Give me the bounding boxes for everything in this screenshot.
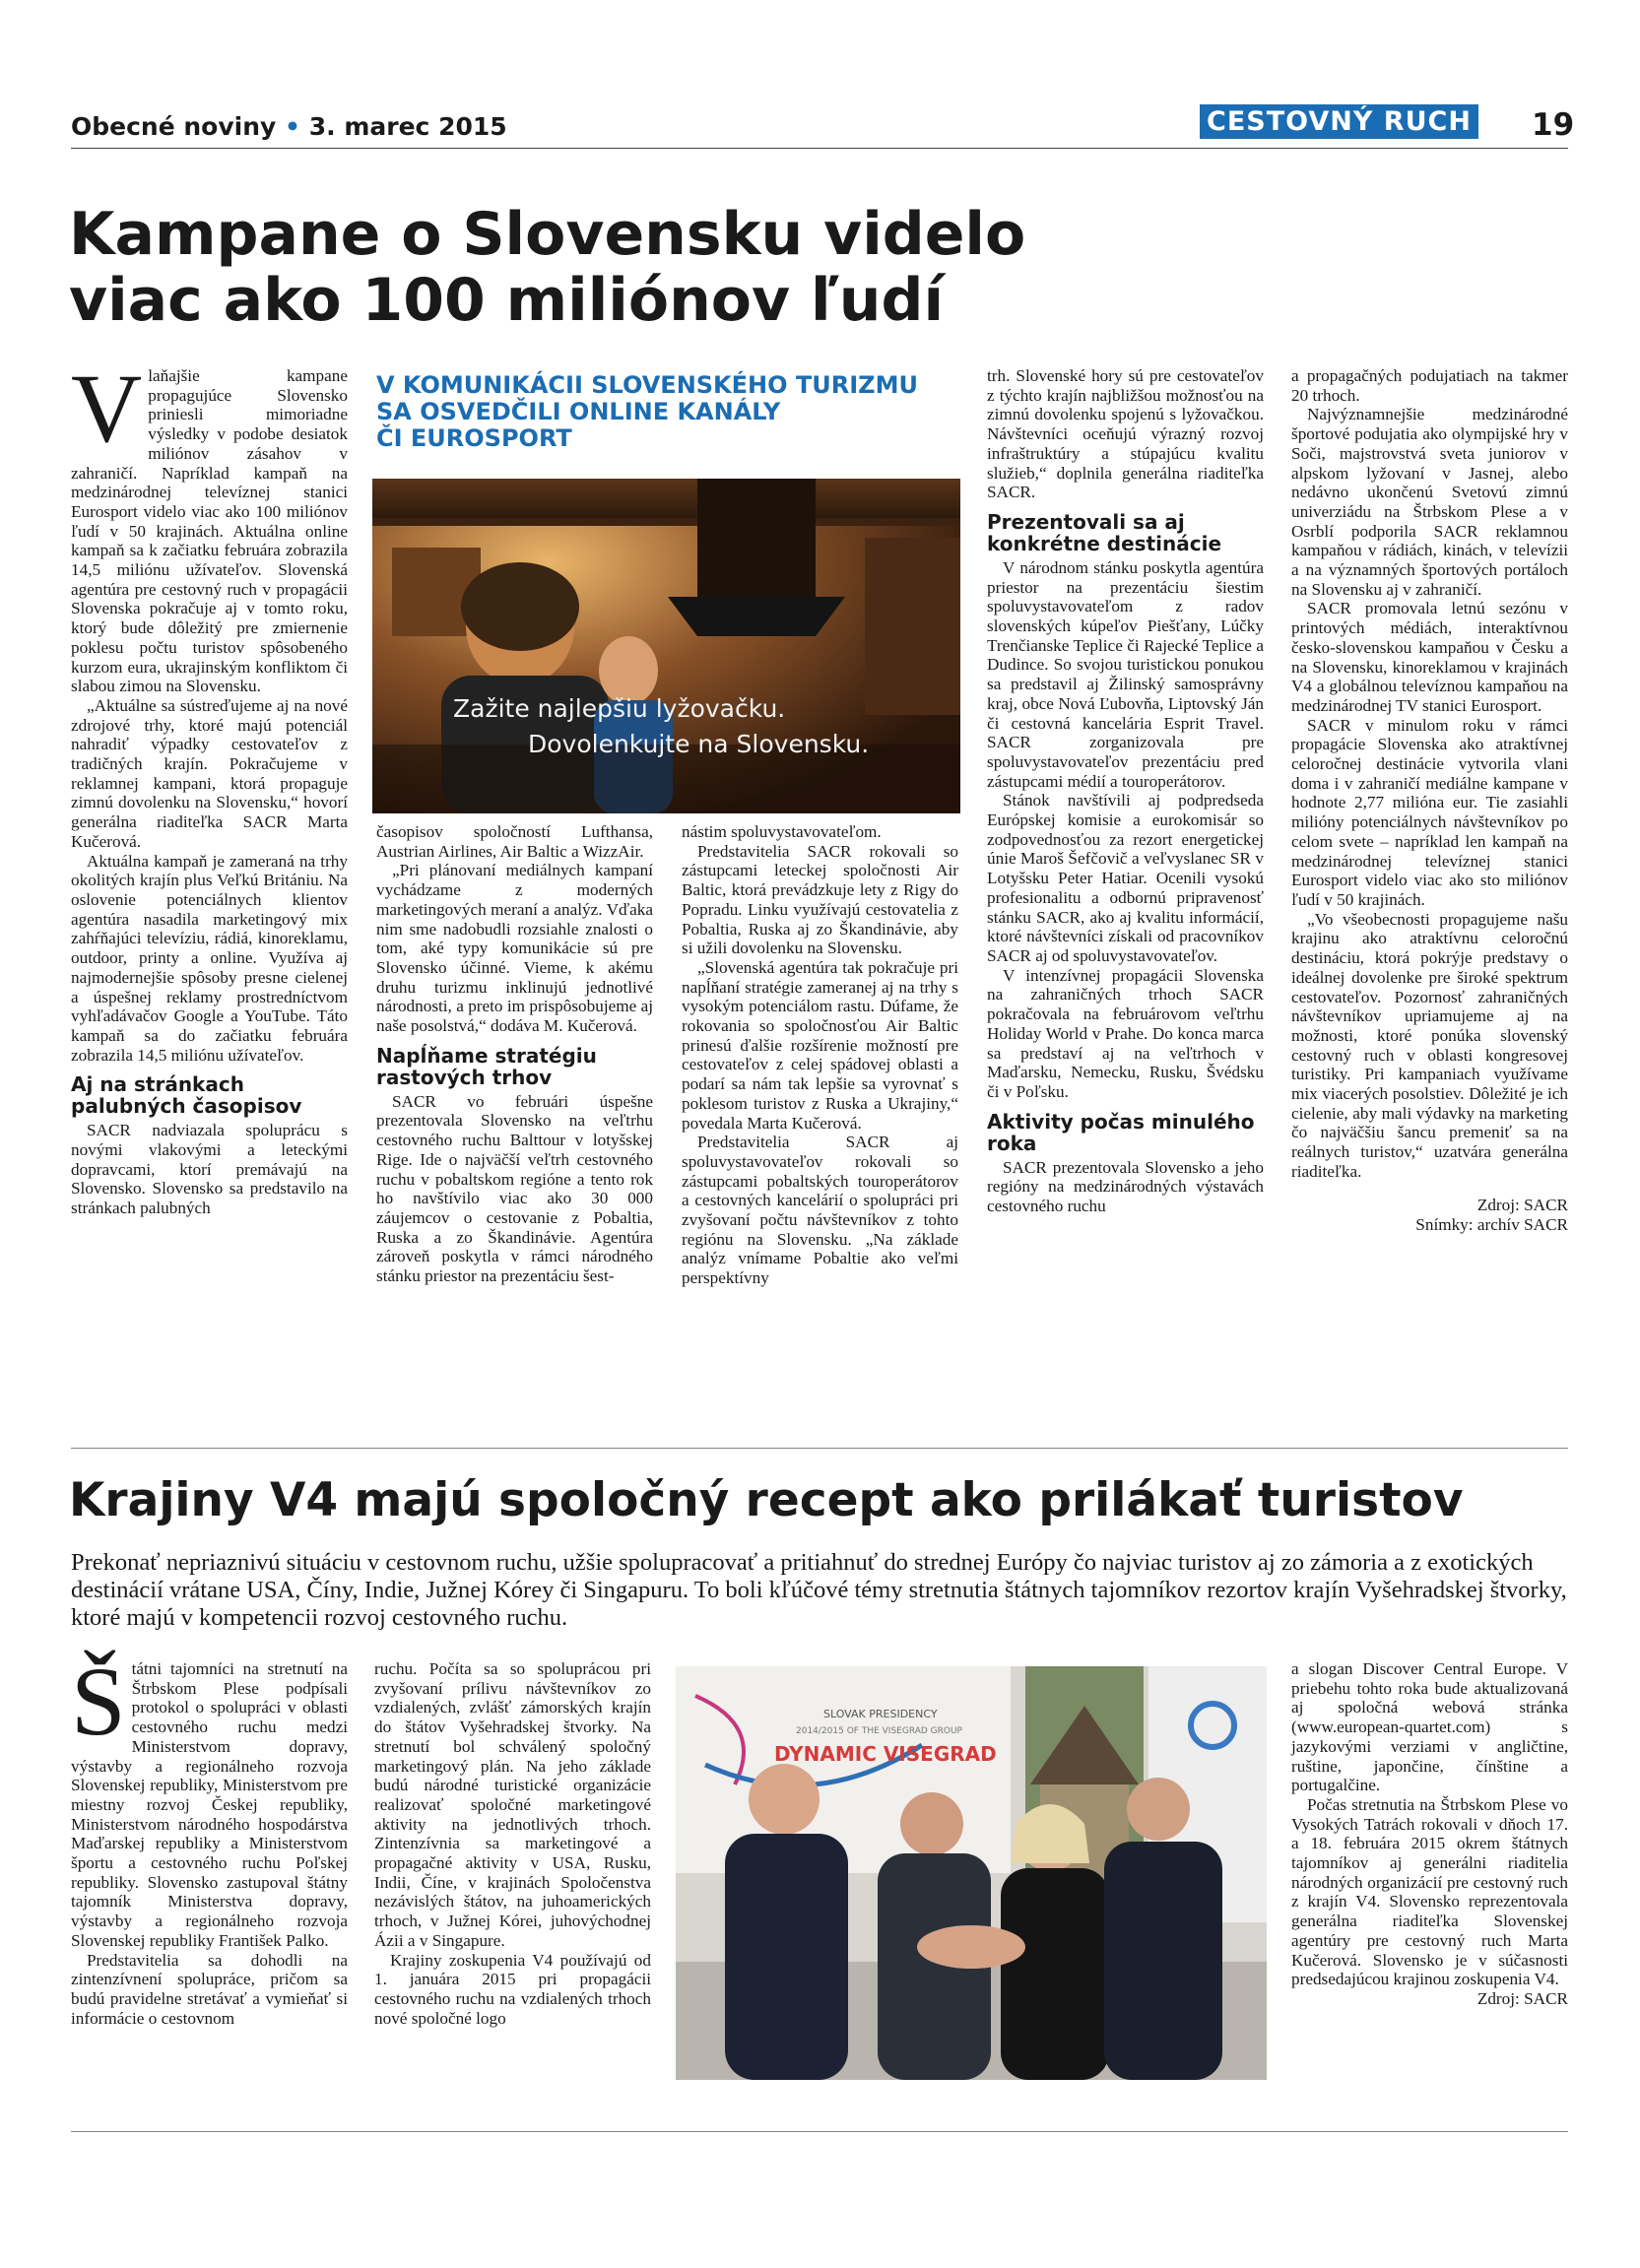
crosshead: Prezentovali sa aj konkrétne destinácie: [987, 509, 1222, 555]
paragraph: „Slovenská agentúra tak pokračuje pri napĺňaní stratégie zameranej aj na trhy s vysokým potenciálom rastu. Dúfame, že rokovania so spoločnosťou Air Baltic prinesú ďalšie rozšírenie možností pre cestovateľov z celej spádovej oblasti a podarí sa nám tak lepšie sa vyrovnať s poklesom turistov z Ruska a Ukrajiny,“ povedala Marta Kučerová.: [682, 957, 958, 1133]
article1-column-4: [987, 366, 1264, 1216]
banner-text-2: 2014/2015 OF THE VISEGRAD GROUP: [796, 1726, 962, 1736]
article1-column-1: [71, 354, 348, 1218]
article2-column-5: [1291, 1659, 1568, 2009]
ski-lodge-photo: [372, 479, 960, 813]
article1-column-2: [376, 822, 653, 1286]
paragraph: V národnom stánku poskytla agentúra priestor na prezentáciu šiestim spoluvystavovateľom z radov slovenských kúpeľov Piešťany, Lúčky Trenčianske Teplice či Rajecké Teplice a Dudince. So svojou turistickou ponukou sa predstavil aj Žilinský samosprávny kraj, obce Nová Ľubovňa, Liptovský Ján či cestovná kancelária Esprit Travel. SACR zorganizovala pre spoluvystavovateľov prezentáciu pred zástupcami médií a touroperátorov.: [987, 557, 1264, 791]
photo-credit: Snímky: archív SACR: [1415, 1214, 1568, 1234]
crosshead: Aktivity počas minulého roka: [987, 1109, 1255, 1155]
paragraph: trh. Slovenské hory sú pre cestovateľov z týchto krajín najbližšou možnosťou na zimnú dovolenku spojenú s lyžovačkou. Návštevníci oceňujú výrazný rozvoj infraštruktúry a stúpajúcu kvalitu služieb,“ doplnila generálna riaditeľka SACR.: [987, 366, 1264, 502]
photo-caption-1: Zažite najlepšiu lyžovačku.: [453, 694, 786, 723]
paragraph: SACR nadviazala spoluprácu s novými vlakovými a leteckými dopravcami, ktorí premávajú na Slovensko. Slovensko sa predstavilo na stránkach palubných: [71, 1121, 348, 1218]
paragraph: Predstavitelia SACR rokovali so zástupcami leteckej spoločnosti Air Baltic, ktorá prevádzkuje lety z Rigy do Popradu. Linku využívajú cestovatelia z Pobaltia, Ruska aj zo Škandinávie, aby si užili dovolenku na Slovensku.: [682, 841, 958, 958]
paragraph: Počas stretnutia na Štrbskom Plese vo Vysokých Tatrách rokovali v dňoch 17. a 18. februára 2015 okrem štátnych tajomníkov aj generálni riaditelia národných organizácií pre cestovný ruch z krajín V4. Slovensko reprezentovala generálna riaditeľka Slovenskej agentúry pre cestovný ruch Marta Kučerová. Slovensko je v súčasnosti predsedajúcou krajinou zoskupenia V4.: [1291, 1794, 1568, 1989]
paragraph: časopisov spoločností Lufthansa, Austrian Airlines, Air Baltic a WizzAir.: [376, 822, 653, 861]
photo-caption-2: Dovolenkujte na Slovensku.: [528, 730, 870, 758]
paragraph: SACR prezentovala Slovensko a jeho regióny na medzinárodných výstavách cestovného ruchu: [987, 1157, 1264, 1216]
article1-subheadline: [376, 372, 967, 452]
paragraph: „Pri plánovaní mediálnych kampaní vychádzame z moderných marketingových meraní a analýz. Vďaka nim sme nadobudli rozsiahle znalosti o tom, aké typy komunikácie sú pre Slovensko účinné. Vieme, k akému druhu turizmu inklinujú jednotlivé národnosti, a preto im prispôsobujeme aj naše posolstvá,“ dodáva M. Kučerová.: [376, 861, 653, 1036]
headline-line-2: viac ako 100 miliónov ľudí: [69, 266, 945, 335]
banner-text-3: DYNAMIC VISEGRAD: [774, 1742, 997, 1766]
paper-name: Obecné noviny: [71, 112, 277, 141]
paragraph: Stánok navštívili aj podpredseda Európskej komisie a eurokomisár so zodpovednosťou za rezort energetickej únie Maroš Šefčovič a veľvyslanec SR v Lotyšsku Peter Hatiar. Ocenili vysokú profesionalitu a odbornú pripravenosť stánku SACR, ako aj kvalitu informácií, ktoré návštevníci získali od pracovníkov SACR aj od spoluvystavovateľov.: [987, 791, 1264, 965]
section-label: CESTOVNÝ RUCH: [1200, 104, 1478, 139]
paragraph: Aktuálna kampaň je zameraná na trhy okolitých krajín plus Veľkú Britániu. Na oslovenie potenciálnych klientov agentúra nasadila marketingový mix zahŕňajúci televíziu, rádiá, kinoreklamu, outdoor, printy a online. Využíva aj najmodernejšie spôsoby presne cielenej a úspešnej reklamy prostredníctvom vyhľadávačov Google a YouTube. Táto kampaň sa do začiatku februára zobrazila 14,5 miliónu užívateľov.: [71, 851, 348, 1065]
source-credit: Zdroj: SACR: [1476, 1195, 1568, 1214]
article2-lead: Prekonať nepriaznivú situáciu v cestovnom ruchu, užšie spolupracovať a pritiahnuť do strednej Európy čo najviac turistov aj zo zámoria a z exotických destinácií vrátane USA, Číny, Indie, Južnej Kórey či Singapuru. To boli kľúčové témy stretnutia štátnych tajomníkov rezortov krajín Vyšehradskej štvorky, ktoré majú v kompetencii rozvoj cestovného ruchu.: [71, 1549, 1567, 1631]
article1-headline: [69, 202, 1596, 334]
article1-column-3: [682, 822, 958, 1288]
crosshead: Napĺňame stratégiu rastových trhov: [376, 1043, 597, 1089]
paragraph: laňajšie kampane propagujúce Slovensko priniesli mimoriadne výsledky v podobe desiatok miliónov zásahov v zahraničí. Napríklad kampaň na medzinárodnej televíznej stanici Eurosport videlo viac ako 100 miliónov ľudí v 50 krajinách. Aktuálna online kampaň sa k začiatku februára zobrazila 14,5 miliónu užívateľov. Slovenská agentúra pre cestovný ruch v propagácii Slovenska pokračuje aj v tomto roku, ktorý bude dôležitý pre zmiernenie poklesu počtu turistov spôsobeného kurzom eura, ukrajinským konfliktom či slabou zimou na Slovensku.: [71, 366, 348, 696]
headline-line-1: Kampane o Slovensku videlo: [69, 200, 1026, 269]
article2-headline: Krajiny V4 majú spoločný recept ako prilákať turistov: [69, 1473, 1464, 1527]
article1-column-5: [1291, 366, 1568, 1235]
paragraph: SACR promovala letnú sezónu v printových médiách, interaktívnou česko-slovenskou kampaňou v Česku a na Slovensku, kinoreklamou v krajinách V4 a globálnou televíznou kampaňou na medzinárodnej TV stanici Eurosport.: [1291, 599, 1568, 715]
drop-cap: V: [71, 354, 143, 463]
ministers-handshake-photo: [676, 1666, 1267, 2080]
crosshead: Aj na stránkach palubných časopisov: [71, 1072, 302, 1119]
header-rule: [71, 148, 1568, 149]
paragraph: tátni tajomníci na stretnutí na Štrbskom Plese podpísali protokol o spolupráci v oblasti cestovného ruchu medzi Ministerstvom dopravy, výstavby a regionálneho rozvoja Slovenskej republiky, Ministerstvom pre miestny rozvoj Českej republiky, Ministerstvom národného hospodárstva Maďarskej republiky a Ministerstvom športu a cestovného ruchu Poľskej republiky. Slovensko zastupoval štátny tajomník Ministerstva dopravy, výstavby a regionálneho rozvoja Slovenskej republiky František Palko.: [71, 1659, 348, 1950]
source-credit: Zdroj: SACR: [1476, 1988, 1568, 2008]
subheadline-line: SA OSVEDČILI ONLINE KANÁLY: [376, 398, 781, 425]
subheadline-line: ČI EUROSPORT: [376, 424, 572, 452]
paragraph: V intenzívnej propagácii Slovenska na zahraničných trhoch SACR pokračovala na februárovom veľtrhu Holiday World v Prahe. Do konca marca sa predstaví aj na veľtrhoch v Maďarsku, Nemecku, Rusku, Švédsku či v Poľsku.: [987, 965, 1264, 1101]
drop-cap: Š: [71, 1647, 126, 1756]
bottom-rule: [71, 2131, 1568, 2132]
masthead: [71, 112, 507, 141]
subheadline-line: V KOMUNIKÁCII SLOVENSKÉHO TURIZMU: [376, 371, 918, 399]
article-divider: [71, 1448, 1568, 1449]
article2-column-1: [71, 1647, 348, 2028]
paragraph: Krajiny zoskupenia V4 používajú od 1. januára 2015 pri propagácii cestovného ruchu na vzdialených trhoch nové spoločné logo: [374, 1950, 651, 2028]
banner-text-1: SLOVAK PRESIDENCY: [823, 1708, 938, 1720]
paragraph: SACR v minulom roku v rámci propagácie Slovenska ako atraktívnej celoročnej destinácie vytvorila vlani doma i v zahraničí mediálne kampane v hodnote 2,77 milióna eur. Tie zasiahli milióny potenciálnych návštevníkov po celom svete – napríklad len kampaň na medzinárodnej televíznej stanici Eurosport videlo viac ako sto miliónov ľudí v 50 krajinách.: [1291, 715, 1568, 909]
paragraph: „Vo všeobecnosti propagujeme našu krajinu ako atraktívnu celoročnú destináciu, ktorá pokrýje predstavy o ideálnej dovolenke pre široké spektrum cestovateľov. Pozornosť zahraničných návštevníkov upriamujeme aj na možnosti, ktoré ponúka slovenský cestovný ruch v oblasti kongresovej turistiky. Pri kampaniach využívame mix viacerých posolstiev. Dôležité je ich cielenie, aby mali výdavky na marketing čo najväčšiu šancu premeniť sa na reálnych turistov,“ uzatvára generálna riaditeľka.: [1291, 909, 1568, 1181]
paragraph: SACR vo februári úspešne prezentovala Slovensko na veľtrhu cestovného ruchu Balttour v lotyšskej Rige. Ide o najväčší veľtrh cestovného ruchu v pobaltskom regióne a tento rok ho navštívilo viac ako 30 000 záujemcov o cestovanie z Pobaltia, Ruska a zo Škandinávie. Agentúra zároveň poskytla v rámci národného stánku priestor na prezentáciu šest-: [376, 1091, 653, 1286]
photo-illustration: [372, 479, 960, 813]
photo-illustration: [676, 1666, 1267, 2080]
paragraph: Predstavitelia SACR aj spoluvystavovateľov rokovali so zástupcami pobaltských touroperátorov a cestovných kancelárií o spolupráci pri zvyšovaní počtu návštevníkov z tohto regiónu na Slovensku. „Na základe analýz vnímame Pobaltie ako veľmi perspektívny: [682, 1133, 958, 1288]
paragraph: „Aktuálne sa sústreďujeme aj na nové zdrojové trhy, ktoré majú potenciál nahradiť výpadky cestovateľov z tradičných krajín. Pokračujeme v reklamnej kampani, ktorá propaguje zimnú dovolenku na Slovensku,“ hovorí generálna riaditeľka SACR Marta Kučerová.: [71, 695, 348, 851]
issue-date: 3. marec 2015: [308, 112, 507, 141]
separator-dot: •: [285, 112, 301, 141]
paragraph: a propagačných podujatiach na takmer 20 trhoch.: [1291, 366, 1568, 405]
paragraph: ruchu. Počíta sa so spoluprácou pri zvyšovaní prílivu návštevníkov zo vzdialených, zvlášť zámorských krajín do štátov Vyšehradskej štvorky. Na stretnutí bol schválený spoločný marketingový plán. Na jeho základe budú národné turistické organizácie realizovať spoločné marketingové aktivity na jednotlivých trhoch. Zintenzívnia sa marketingové a propagačné aktivity v USA, Rusku, Indii, Číne, v krajinách Spoločenstva nezávislých štátov, na juhoamerických trhoch, v Južnej Kórei, juhovýchodnej Ázii a v Singapure.: [374, 1659, 651, 1950]
article2-column-2: [374, 1659, 651, 2028]
paragraph: nástim spoluvystavovateľom.: [682, 822, 882, 841]
page-number: 19: [1532, 107, 1575, 143]
paragraph: a slogan Discover Central Europe. V priebehu tohto roka bude aktualizovaná aj spoločná webová stránka (www.european-quartet.com) s jazykovými verziami v angličtine, ruštine, japončine, čínštine a portugalčine.: [1291, 1659, 1568, 1795]
paragraph: Predstavitelia sa dohodli na zintenzívnení spolupráce, pričom sa budú pravidelne stretávať a vymieňať si informácie o cestovnom: [71, 1950, 348, 2028]
paragraph: Najvýznamnejšie medzinárodné športové podujatia ako olympijské hry v Soči, majstrovstvá sveta juniorov v alpskom lyžovaní v Jasnej, alebo nedávno ukončenú Svetovú zimnú univerziádu na Štrbskom Plese a v Osrblí podporila SACR reklamnou kampaňou v rádiách, kinách, v televízii a na významných športových portáloch na Slovensku aj v zahraničí.: [1291, 405, 1568, 599]
